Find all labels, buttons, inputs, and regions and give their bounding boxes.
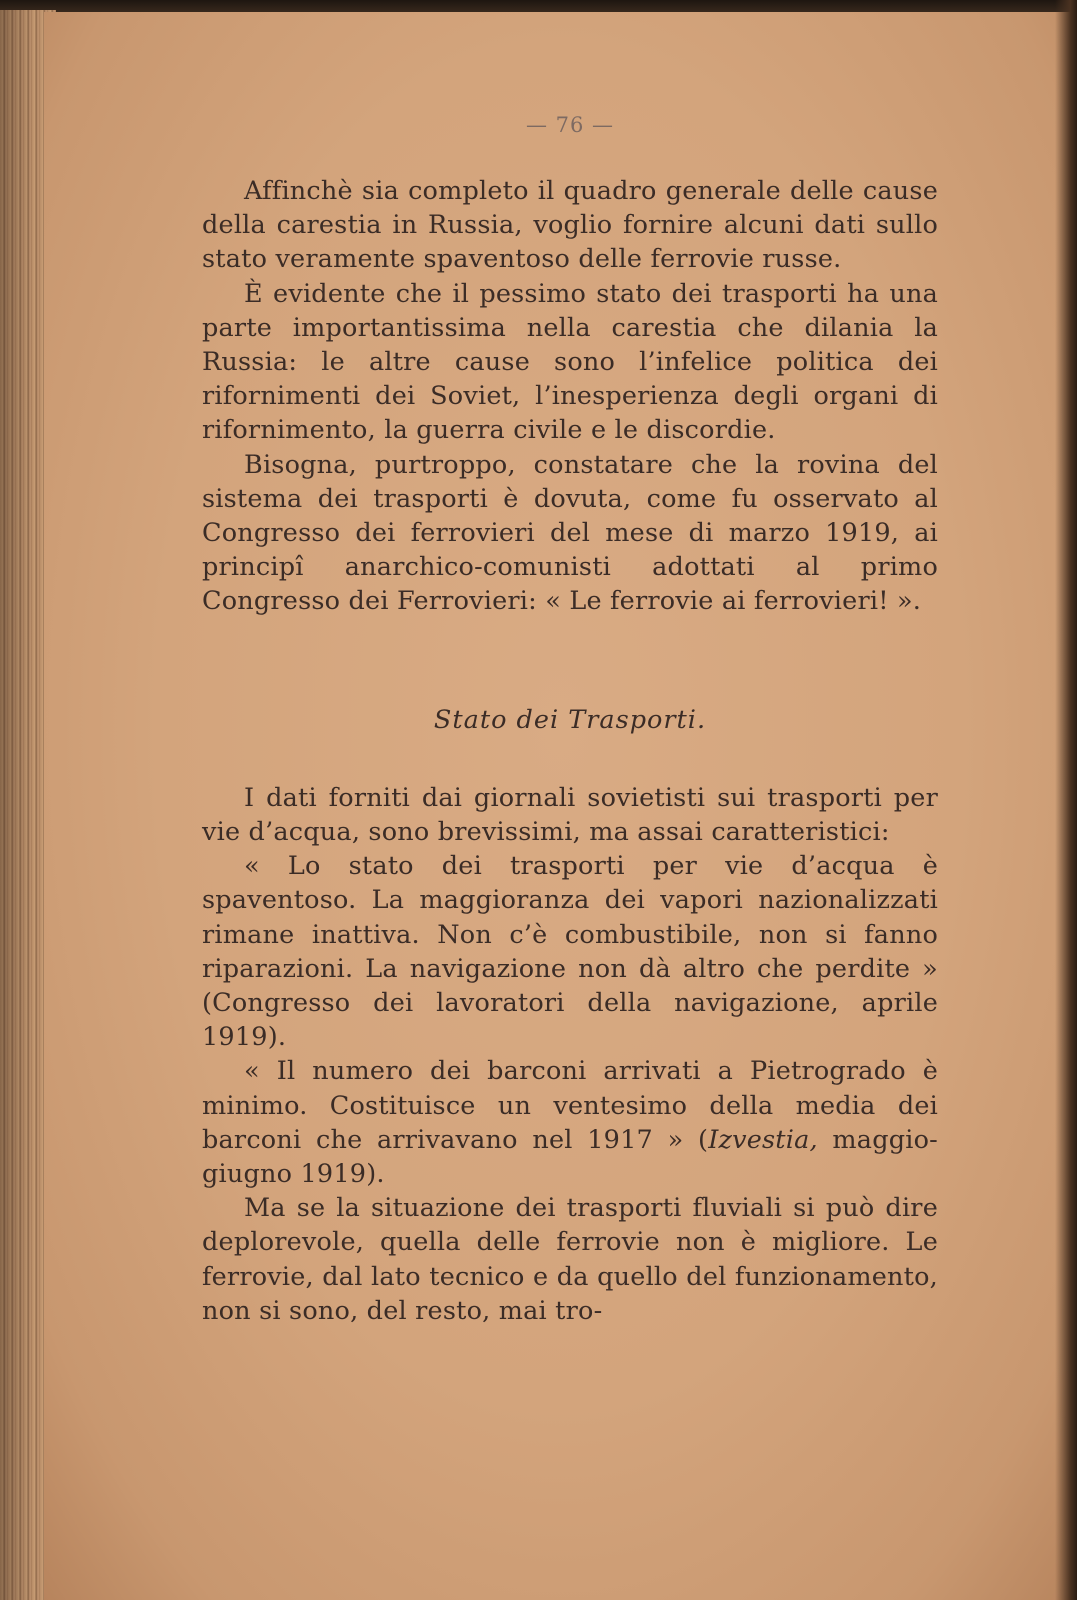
book-right-edge bbox=[1055, 0, 1077, 1600]
quote-paragraph bbox=[202, 1054, 938, 1191]
quote-source: Izvestia, bbox=[708, 1124, 818, 1155]
page-text bbox=[202, 110, 938, 1328]
paragraph: I dati forniti dai giornali sovietisti sui trasporti per vie d’acqua, sono brevissimi, ma assai caratteristici: bbox=[202, 782, 938, 848]
paragraph: Ma se la situazione dei trasporti fluviali si può dire deplorevole, quella delle ferrovie non è migliore. Le ferrovie, dal lato tecnico e da quello del funzionamento, non si sono, del resto, mai tro- bbox=[202, 1193, 938, 1326]
quote-tail: maggio-giugno 1919). bbox=[202, 1124, 938, 1190]
quote-text: « Il numero dei barconi arrivati a Pietrogrado è minimo. Costituisce un ventesimo della media dei barconi che arrivavano nel 1917 » ( bbox=[202, 1056, 938, 1155]
paragraph: « Lo stato dei trasporti per vie d’acqua è spaventoso. La maggioranza dei vapori nazionalizzati rimane inattiva. Non c’è combustibile, non si fanno riparazioni. La navigazione non dà altro che perdite » (Congresso dei lavoratori della navigazione, aprile 1919). bbox=[202, 851, 938, 1053]
paragraph: Bisogna, purtroppo, constatare che la rovina del sistema dei trasporti è dovuta, come fu osservato al Congresso dei ferrovieri del mese di marzo 1919, ai principî anarchico-comunisti adottati al primo Congresso dei Ferrovieri: « Le ferrovie ai ferrovieri! ». bbox=[202, 449, 938, 617]
paragraph: È evidente che il pessimo stato dei trasporti ha una parte importantissima nella carestia che dilania la Russia: le altre cause sono l’infelice politica dei rifornimenti dei Soviet, l’inesperienza degli organi di rifornimento, la guerra civile e le discordie. bbox=[202, 278, 938, 446]
section-title: Stato dei Trasporti. bbox=[433, 704, 707, 735]
page-number: — 76 — bbox=[525, 113, 615, 137]
paragraph: Affinchè sia completo il quadro generale delle cause della carestia in Russia, voglio fornire alcuni dati sullo stato veramente spaventoso delle ferrovie russe. bbox=[202, 176, 938, 275]
